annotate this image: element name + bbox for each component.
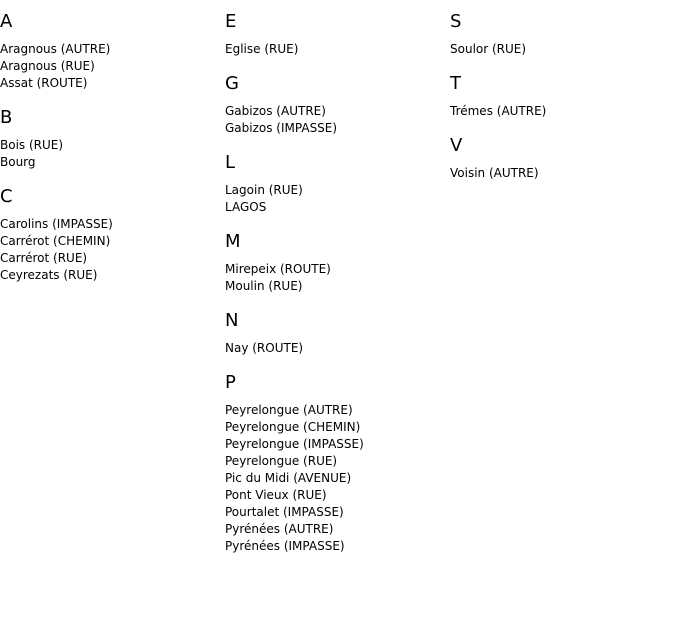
street-list [225, 103, 445, 137]
letter-group [0, 186, 220, 284]
street-link[interactable]: Mirepeix (ROUTE) [225, 262, 331, 276]
letter-group [225, 73, 445, 137]
letter-heading: V [450, 135, 463, 156]
street-link[interactable]: Trémes (AUTRE) [450, 104, 547, 118]
street-link[interactable]: Moulin (RUE) [225, 279, 303, 293]
letter-heading: M [225, 231, 241, 252]
letter-group [225, 231, 445, 295]
street-link[interactable]: Ceyrezats (RUE) [0, 268, 98, 282]
letter-heading: L [225, 152, 236, 173]
index-column-3 [450, 0, 670, 197]
letter-group [0, 107, 220, 171]
letter-group [450, 11, 670, 58]
street-link[interactable]: Aragnous (RUE) [0, 59, 95, 73]
index-column-1 [0, 0, 220, 299]
street-link[interactable]: LAGOS [225, 200, 267, 214]
street-link[interactable]: Peyrelongue (CHEMIN) [225, 420, 361, 434]
street-list [225, 41, 445, 58]
index-column-2 [225, 0, 445, 570]
street-list [225, 340, 445, 357]
letter-heading: P [225, 372, 236, 393]
letter-group [225, 372, 445, 555]
street-link[interactable]: Gabizos (AUTRE) [225, 104, 326, 118]
letter-group [225, 310, 445, 357]
street-list [225, 261, 445, 295]
street-link[interactable]: Aragnous (AUTRE) [0, 42, 111, 56]
letter-group [0, 11, 220, 92]
letter-heading: G [225, 73, 239, 94]
street-link[interactable]: Soulor (RUE) [450, 42, 527, 56]
letter-group [225, 11, 445, 58]
street-list [0, 216, 220, 284]
street-link[interactable]: Eglise (RUE) [225, 42, 299, 56]
street-link[interactable]: Bourg [0, 155, 36, 169]
street-list [225, 402, 445, 555]
street-link[interactable]: Assat (ROUTE) [0, 76, 88, 90]
letter-heading: T [450, 73, 461, 94]
letter-heading: B [0, 107, 13, 128]
letter-group [225, 152, 445, 216]
street-link[interactable]: Nay (ROUTE) [225, 341, 304, 355]
letter-heading: S [450, 11, 462, 32]
letter-heading: A [0, 11, 13, 32]
street-list [0, 41, 220, 92]
street-list [225, 182, 445, 216]
street-link[interactable]: Pont Vieux (RUE) [225, 488, 327, 502]
street-link[interactable]: Carrérot (RUE) [0, 251, 88, 265]
street-link[interactable]: Peyrelongue (AUTRE) [225, 403, 353, 417]
street-link[interactable]: Carrérot (CHEMIN) [0, 234, 111, 248]
letter-heading: N [225, 310, 239, 331]
street-link[interactable]: Pourtalet (IMPASSE) [225, 505, 344, 519]
street-list [450, 165, 670, 182]
street-link[interactable]: Peyrelongue (RUE) [225, 454, 338, 468]
street-link[interactable]: Pyrénées (AUTRE) [225, 522, 334, 536]
street-link[interactable]: Lagoin (RUE) [225, 183, 303, 197]
letter-heading: C [0, 186, 13, 207]
street-link[interactable]: Pic du Midi (AVENUE) [225, 471, 352, 485]
letter-group [450, 73, 670, 120]
street-list [450, 103, 670, 120]
street-list [450, 41, 670, 58]
street-link[interactable]: Bois (RUE) [0, 138, 64, 152]
street-link[interactable]: Peyrelongue (IMPASSE) [225, 437, 364, 451]
street-link[interactable]: Pyrénées (IMPASSE) [225, 539, 345, 553]
street-link[interactable]: Gabizos (IMPASSE) [225, 121, 338, 135]
letter-heading: E [225, 11, 237, 32]
letter-group [450, 135, 670, 182]
street-list [0, 137, 220, 171]
street-link[interactable]: Carolins (IMPASSE) [0, 217, 113, 231]
street-link[interactable]: Voisin (AUTRE) [450, 166, 539, 180]
